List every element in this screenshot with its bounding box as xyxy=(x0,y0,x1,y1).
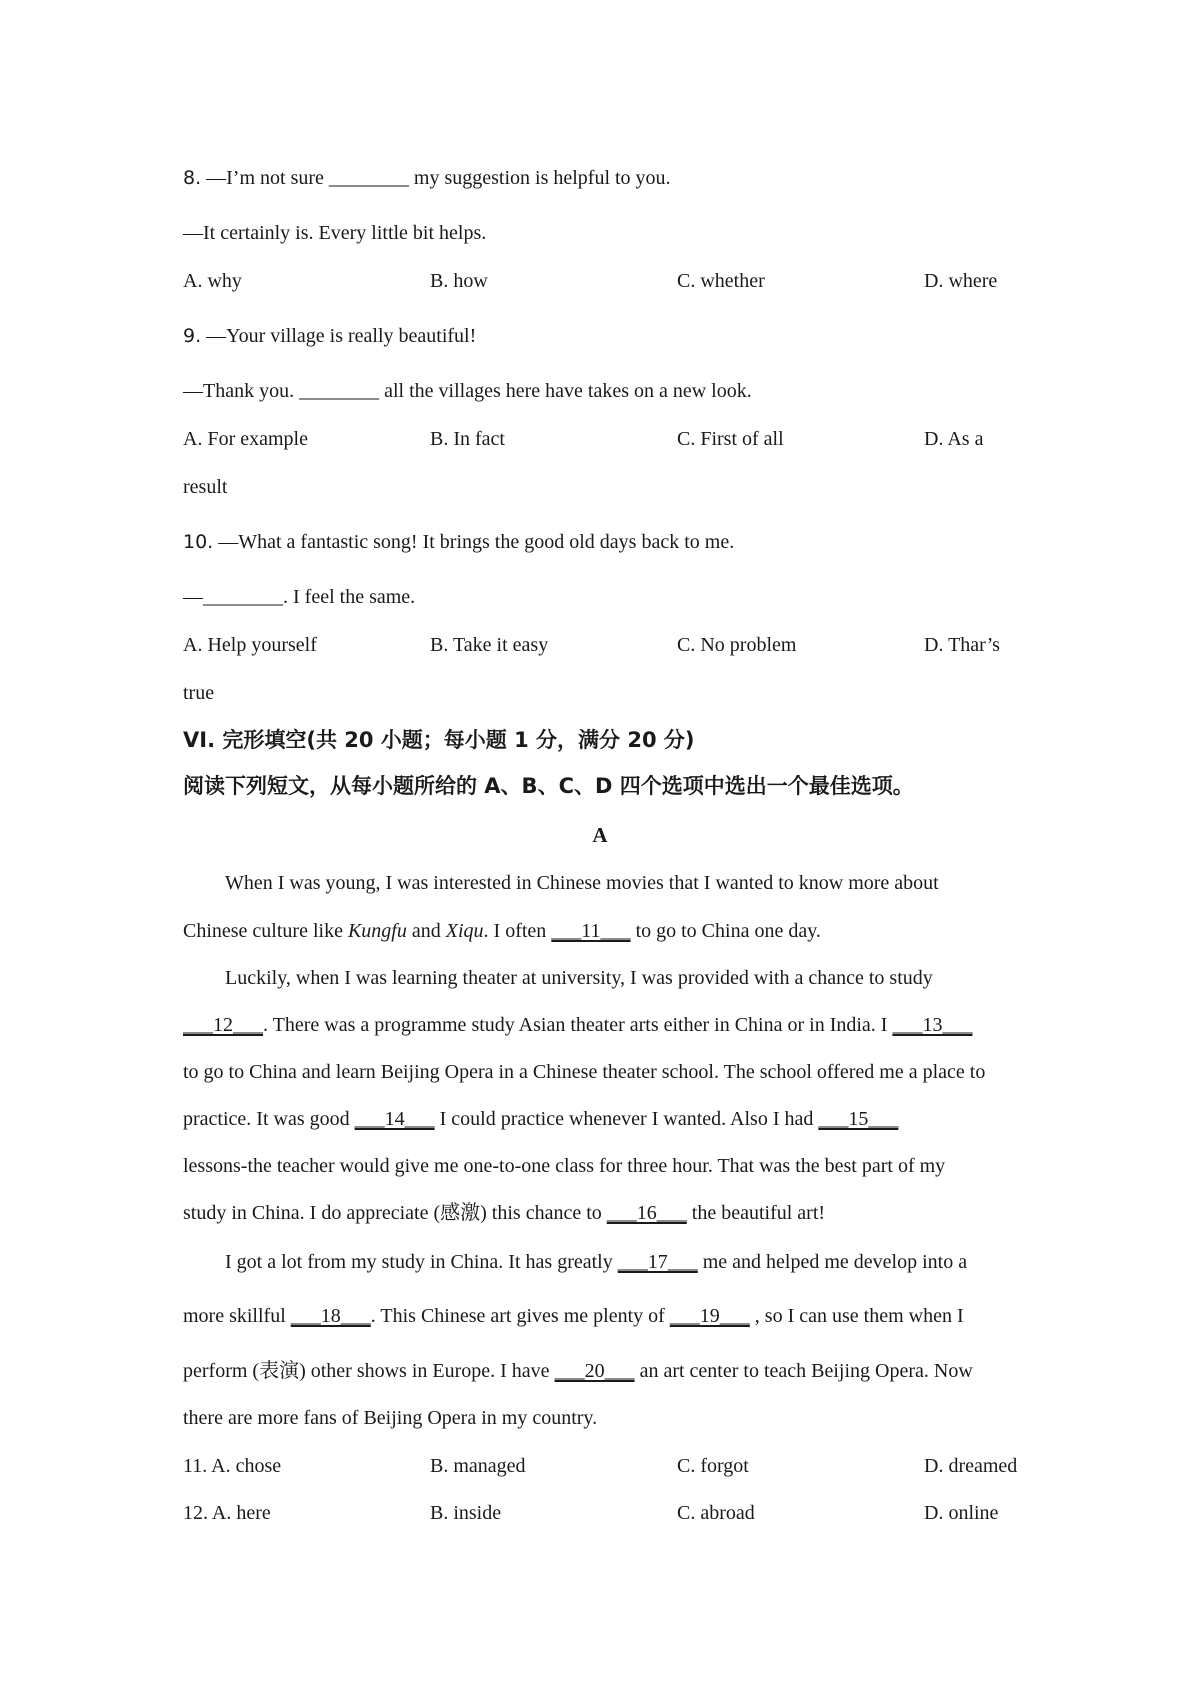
section-title: VI. 完形填空(共 20 小题；每小题 1 分，满分 20 分) xyxy=(183,728,695,752)
passage-line: When I was young, I was interested in Chinese movies that I wanted to know more about xyxy=(225,872,939,894)
blank-15: ___15___ xyxy=(818,1108,899,1130)
passage-label: A xyxy=(592,823,608,847)
question-stem: —I’m not sure ________ my suggestion is helpful to you. xyxy=(206,167,671,189)
italic-term: Kungfu xyxy=(347,920,407,942)
option-c: C. whether xyxy=(677,270,765,292)
blank-18: ___18___ xyxy=(290,1305,371,1327)
passage-text: Chinese culture like xyxy=(183,920,348,942)
option-c: C. abroad xyxy=(677,1502,755,1524)
question-8 xyxy=(183,165,671,191)
question-number: 8. xyxy=(183,167,202,189)
blank-17: ___17___ xyxy=(617,1251,698,1273)
blank-13: ___13___ xyxy=(892,1014,973,1036)
blank-20: ___20___ xyxy=(554,1360,635,1382)
option-a: 12. A. here xyxy=(183,1502,271,1524)
passage-line xyxy=(183,1358,973,1384)
blank-14: ___14___ xyxy=(354,1108,435,1130)
passage-line xyxy=(183,1012,972,1038)
option-d-wrap: true xyxy=(183,682,215,704)
passage-text: more skillful xyxy=(183,1305,291,1327)
option-d: D. where xyxy=(924,270,998,292)
passage-line xyxy=(225,1249,967,1275)
passage-text: an art center to teach Beijing Opera. Now xyxy=(634,1360,973,1382)
question-9 xyxy=(183,323,476,349)
passage-text: . There was a programme study Asian theater arts either in China or in India. I xyxy=(263,1014,893,1036)
option-b: B. how xyxy=(430,270,488,292)
blank-16: ___16___ xyxy=(606,1202,687,1224)
passage-text: practice. It was good xyxy=(183,1108,355,1130)
option-d: D. As a xyxy=(924,428,984,450)
passage-text: the beautiful art! xyxy=(686,1202,826,1224)
question-number: 9. xyxy=(183,325,202,347)
option-c: C. No problem xyxy=(677,634,797,656)
passage-text: . This Chinese art gives me plenty of xyxy=(370,1305,670,1327)
blank-11: ___11___ xyxy=(551,920,631,942)
passage-text: me and helped me develop into a xyxy=(697,1251,968,1273)
passage-line: lessons-the teacher would give me one-to-one class for three hour. That was the best part of my xyxy=(183,1155,946,1177)
passage-line: Luckily, when I was learning theater at university, I was provided with a chance to study xyxy=(225,967,933,989)
question-stem: —What a fantastic song! It brings the good old days back to me. xyxy=(218,531,735,553)
passage-text: , so I can use them when I xyxy=(749,1305,964,1327)
option-a: 11. A. chose xyxy=(183,1455,282,1477)
passage-line xyxy=(183,1106,898,1132)
italic-term: Xiqu xyxy=(445,920,484,942)
option-b: B. Take it easy xyxy=(430,634,549,656)
question-10-reply: —________. I feel the same. xyxy=(183,586,416,608)
passage-text: to go to China one day. xyxy=(630,920,821,942)
passage-text: and xyxy=(406,920,446,942)
passage-line: to go to China and learn Beijing Opera in a Chinese theater school. The school offered me a place to xyxy=(183,1061,986,1083)
question-10 xyxy=(183,529,734,555)
option-c: C. forgot xyxy=(677,1455,749,1477)
passage-line xyxy=(183,1200,825,1226)
question-stem: —Your village is really beautiful! xyxy=(206,325,477,347)
passage-text: I got a lot from my study in China. It has greatly xyxy=(225,1251,618,1273)
passage-text: perform (表演) other shows in Europe. I have xyxy=(183,1360,555,1382)
question-number: 10. xyxy=(183,531,214,553)
blank-12: ___12___ xyxy=(183,1014,263,1036)
question-8-reply: —It certainly is. Every little bit helps. xyxy=(183,222,487,244)
passage-line: there are more fans of Beijing Opera in my country. xyxy=(183,1407,598,1429)
passage-text: I could practice whenever I wanted. Also I had xyxy=(434,1108,819,1130)
option-a: A. For example xyxy=(183,428,308,450)
option-b: B. managed xyxy=(430,1455,526,1477)
option-a: A. why xyxy=(183,270,242,292)
option-c: C. First of all xyxy=(677,428,784,450)
option-b: B. inside xyxy=(430,1502,502,1524)
blank-19: ___19___ xyxy=(669,1305,750,1327)
passage-text: . I often xyxy=(483,920,552,942)
section-instruction: 阅读下列短文，从每小题所给的 A、B、C、D 四个选项中选出一个最佳选项。 xyxy=(183,774,914,798)
option-d: D. dreamed xyxy=(924,1455,1018,1477)
option-d: D. online xyxy=(924,1502,999,1524)
option-d: D. Thar’s xyxy=(924,634,1000,656)
option-a: A. Help yourself xyxy=(183,634,317,656)
question-9-reply: —Thank you. ________ all the villages here have takes on a new look. xyxy=(183,380,752,402)
passage-line xyxy=(183,918,821,944)
passage-text: study in China. I do appreciate (感激) this chance to xyxy=(183,1202,607,1224)
option-b: B. In fact xyxy=(430,428,505,450)
option-d-wrap: result xyxy=(183,476,228,498)
passage-line xyxy=(183,1303,964,1329)
